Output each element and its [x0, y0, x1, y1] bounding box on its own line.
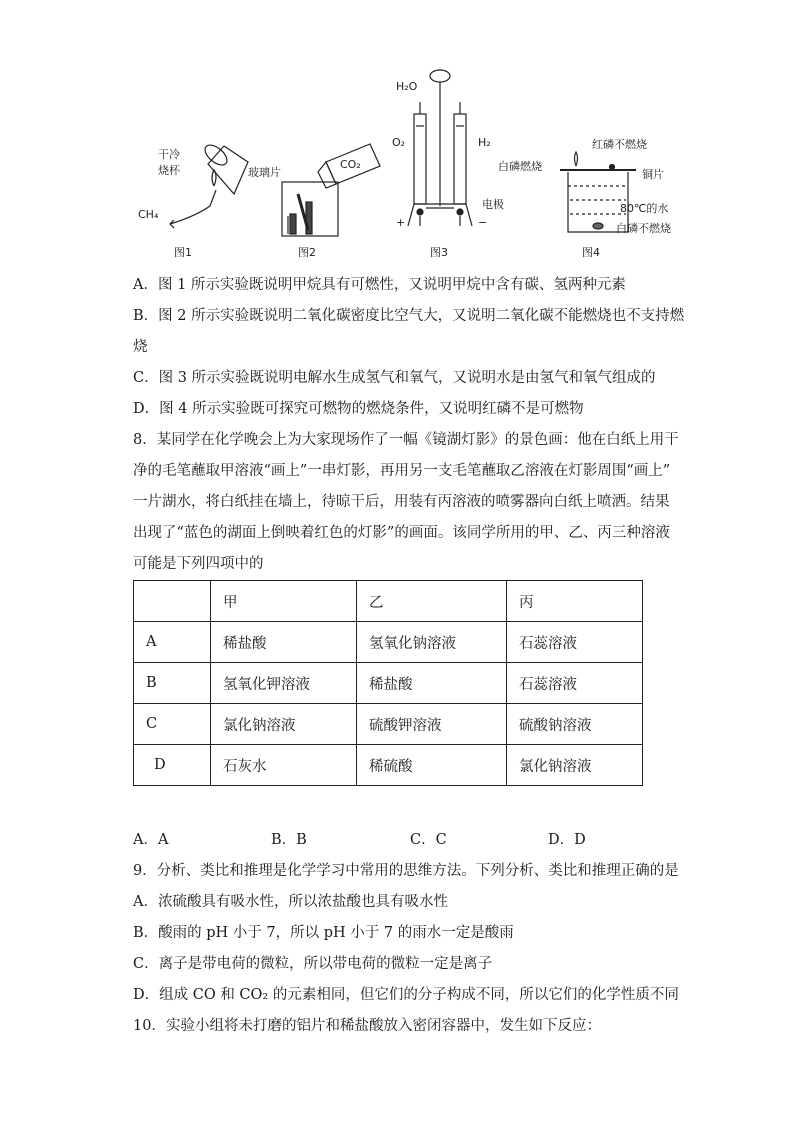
q8-answer-b: B．B	[271, 832, 307, 848]
table-row	[134, 745, 643, 786]
fig4-label-red-no-burn: 红磷不燃烧	[592, 138, 647, 151]
table-cell: A	[134, 622, 211, 663]
table-header-cell	[134, 581, 211, 622]
q9-option-c: C．离子是带电荷的微粒，所以带电荷的微粒一定是离子	[133, 956, 493, 972]
fig3-drawing	[408, 70, 472, 226]
fig4-label-white-no-burn: 白磷不燃烧	[616, 222, 671, 235]
q8-line-1: 8．某同学在化学晚会上为大家现场作了一幅《镜湖灯影》的景色画：他在白纸上用干	[133, 432, 679, 448]
table-cell: 硫酸钾溶液	[357, 704, 507, 745]
table-cell: 氢氧化钠溶液	[357, 622, 507, 663]
q9-option-d: D．组成 CO 和 CO₂ 的元素相同，但它们的分子构成不同，所以它们的化学性质不同	[133, 987, 679, 1003]
fig4-label-white-burn: 白磷燃烧	[498, 160, 542, 173]
fig3-label-water: H₂O	[396, 80, 418, 93]
fig4-label-water: 80℃的水	[620, 202, 669, 215]
table-cell: C	[134, 704, 211, 745]
q8-line-2: 净的毛笔蘸取甲溶液“画上”一串灯影，再用另一支毛笔蘸取乙溶液在灯影周围“画上”	[133, 463, 671, 479]
q9-option-a: A．浓硫酸具有吸水性，所以浓盐酸也具有吸水性	[133, 894, 448, 910]
table-header-cell: 丙	[507, 581, 643, 622]
fig3-label-o2: O₂	[392, 136, 406, 149]
fig1-label-cup-1: 干冷	[158, 148, 180, 161]
fig3-caption: 图3	[430, 246, 448, 259]
fig3-label-electrode: 电极	[482, 198, 504, 211]
table-cell: 稀硫酸	[357, 745, 507, 786]
table-cell: 氢氧化钾溶液	[211, 663, 357, 704]
figures-svg	[130, 66, 690, 266]
q9-stem: 9．分析、类比和推理是化学学习中常用的思维方法。下列分析、类比和推理正确的是	[133, 863, 679, 879]
experiment-figures	[130, 66, 690, 266]
fig2-drawing	[282, 144, 380, 236]
q8-answer-a: A．A	[133, 832, 169, 848]
fig1-caption: 图1	[174, 246, 192, 259]
q7-option-c: C．图 3 所示实验既说明电解水生成氢气和氧气，又说明水是由氢气和氧气组成的	[133, 370, 656, 386]
q7-option-d: D．图 4 所示实验既可探究可燃物的燃烧条件，又说明红磷不是可燃物	[133, 401, 584, 417]
fig2-label-gas: CO₂	[340, 158, 361, 171]
table-cell: 稀盐酸	[357, 663, 507, 704]
table-row	[134, 704, 643, 745]
fig3-label-plus: +	[396, 216, 406, 229]
q7-option-a: A．图 1 所示实验既说明甲烷具有可燃性，又说明甲烷中含有碳、氢两种元素	[133, 277, 626, 293]
fig2-caption: 图2	[298, 246, 316, 259]
q8-line-3: 一片湖水，将白纸挂在墙上，待晾干后，用装有丙溶液的喷雾器向白纸上喷洒。结果	[133, 494, 670, 510]
q8-answer-d: D．D	[548, 832, 586, 848]
table-header-cell: 甲	[211, 581, 357, 622]
table-cell: 石灰水	[211, 745, 357, 786]
table-header-cell: 乙	[357, 581, 507, 622]
table-header-row	[134, 581, 643, 622]
fig1-drawing	[170, 141, 248, 228]
fig2-label-glass: 玻璃片	[248, 166, 281, 179]
table-row	[134, 663, 643, 704]
table-cell: 石蕊溶液	[507, 663, 643, 704]
q9-option-b: B．酸雨的 pH 小于 7，所以 pH 小于 7 的雨水一定是酸雨	[133, 925, 514, 941]
q8-line-4: 出现了“蓝色的湖面上倒映着红色的灯影”的画面。该同学所用的甲、乙、丙三种溶液	[133, 525, 670, 541]
fig3-label-minus: −	[478, 216, 488, 229]
table-cell: 硫酸钠溶液	[507, 704, 643, 745]
fig4-caption: 图4	[582, 246, 600, 259]
table-cell: 稀盐酸	[211, 622, 357, 663]
fig1-label-gas: CH₄	[138, 208, 159, 221]
table-cell: 氯化钠溶液	[211, 704, 357, 745]
table-cell: D	[134, 745, 211, 786]
fig4-drawing	[560, 152, 636, 232]
table-cell: 氯化钠溶液	[507, 745, 643, 786]
fig1-label-cup-2: 烧杯	[158, 164, 180, 177]
q7-option-b-cont: 烧	[133, 339, 148, 355]
table-cell: 石蕊溶液	[507, 622, 643, 663]
table-cell: B	[134, 663, 211, 704]
q8-table	[133, 580, 643, 786]
fig3-label-h2: H₂	[478, 136, 491, 149]
q8-line-5: 可能是下列四项中的	[133, 556, 264, 572]
q10-stem: 10．实验小组将未打磨的铝片和稀盐酸放入密闭容器中，发生如下反应：	[133, 1018, 601, 1034]
q7-option-b: B．图 2 所示实验既说明二氧化碳密度比空气大，又说明二氧化碳不能燃烧也不支持燃	[133, 308, 685, 324]
fig4-label-copper: 铜片	[642, 168, 664, 181]
q8-answer-c: C．C	[410, 832, 447, 848]
table-row	[134, 622, 643, 663]
